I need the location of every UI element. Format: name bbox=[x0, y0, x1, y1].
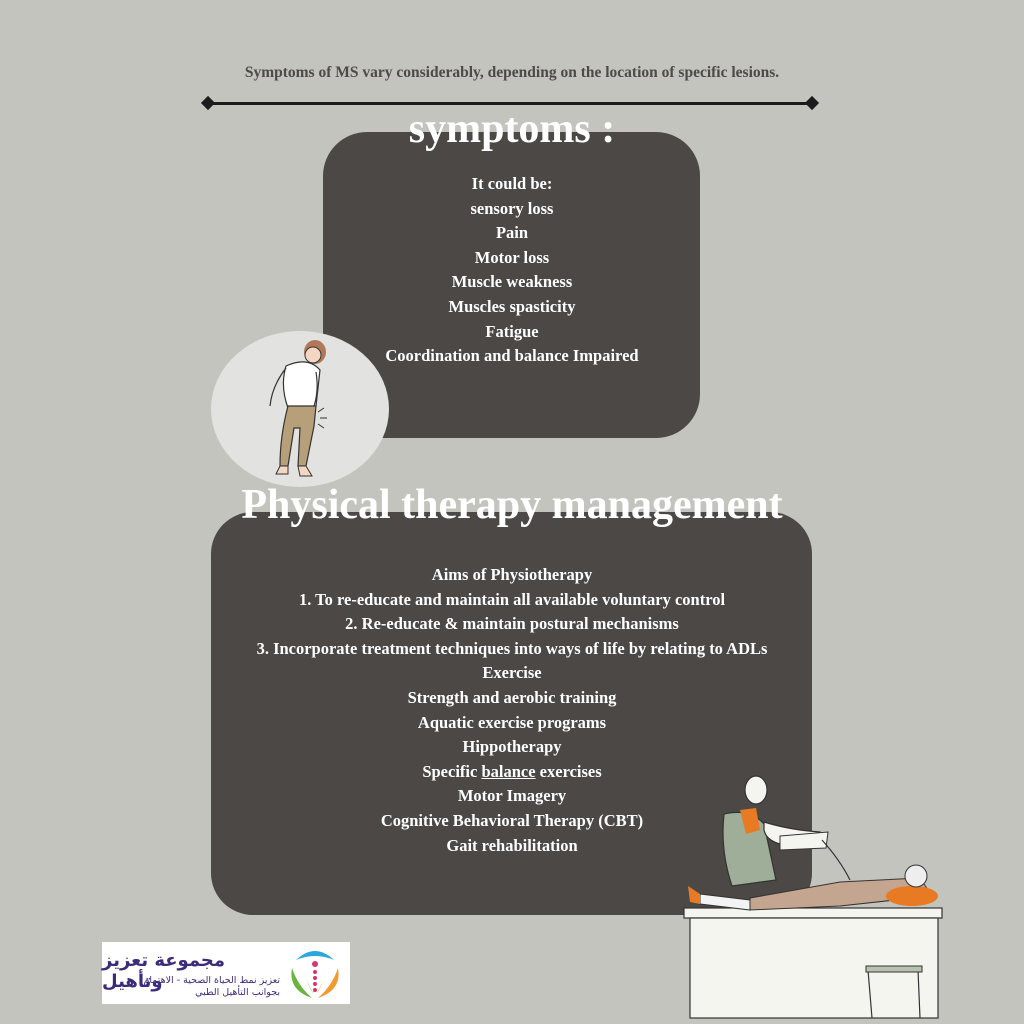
organization-logo bbox=[102, 942, 350, 1004]
list-item: Fatigue bbox=[485, 321, 539, 341]
intro-text: Symptoms of MS vary considerably, depending on the location of specific lesions. bbox=[244, 64, 780, 81]
list-item: Muscle weakness bbox=[451, 272, 573, 292]
logo-title: مجموعة تعزيز وتأهيل bbox=[102, 950, 226, 992]
list-item: Hippotherapy bbox=[462, 737, 562, 757]
balance-suffix: exercises bbox=[535, 761, 602, 781]
divider-line bbox=[208, 102, 812, 105]
list-item: Exercise bbox=[482, 663, 542, 683]
list-item: Gait rehabilitation bbox=[446, 835, 578, 855]
balance-link[interactable]: balance bbox=[481, 761, 536, 781]
list-item: 2. Re-educate & maintain postural mechanisms bbox=[345, 614, 679, 634]
logo-emblem-icon bbox=[286, 946, 344, 1000]
symptoms-list bbox=[0, 172, 1024, 369]
list-item: Pain bbox=[495, 223, 529, 243]
list-item: Aims of Physiotherapy bbox=[431, 565, 593, 584]
list-item: Aquatic exercise programs bbox=[417, 712, 607, 732]
logo-tagline-2: بجوانب التأهيل الطبي bbox=[195, 987, 280, 998]
balance-prefix: Specific bbox=[422, 761, 482, 781]
list-item: Cognitive Behavioral Therapy (CBT) bbox=[380, 810, 644, 830]
list-item: Coordination and balance Impaired bbox=[385, 346, 639, 366]
logo-tagline-1: تعزيز نمط الحياة الصحية - الاهتمام bbox=[143, 975, 280, 986]
physical-therapy-heading: Physical therapy management bbox=[241, 482, 783, 528]
list-item: 1. To re-educate and maintain all available voluntary control bbox=[298, 589, 726, 609]
knee-pain-woman-illustration bbox=[258, 336, 338, 484]
list-item: Strength and aerobic training bbox=[407, 687, 617, 707]
list-item: Motor loss bbox=[474, 247, 550, 267]
list-item: It could be: bbox=[471, 174, 553, 193]
list-item: sensory loss bbox=[470, 198, 554, 218]
list-item: Muscles spasticity bbox=[448, 296, 576, 316]
physiotherapy-session-illustration bbox=[680, 770, 950, 1024]
symptoms-heading: symptoms : bbox=[408, 106, 616, 152]
list-item: 3. Incorporate treatment techniques into ways of life by relating to ADLs bbox=[256, 638, 768, 658]
list-item: Motor Imagery bbox=[457, 786, 567, 806]
